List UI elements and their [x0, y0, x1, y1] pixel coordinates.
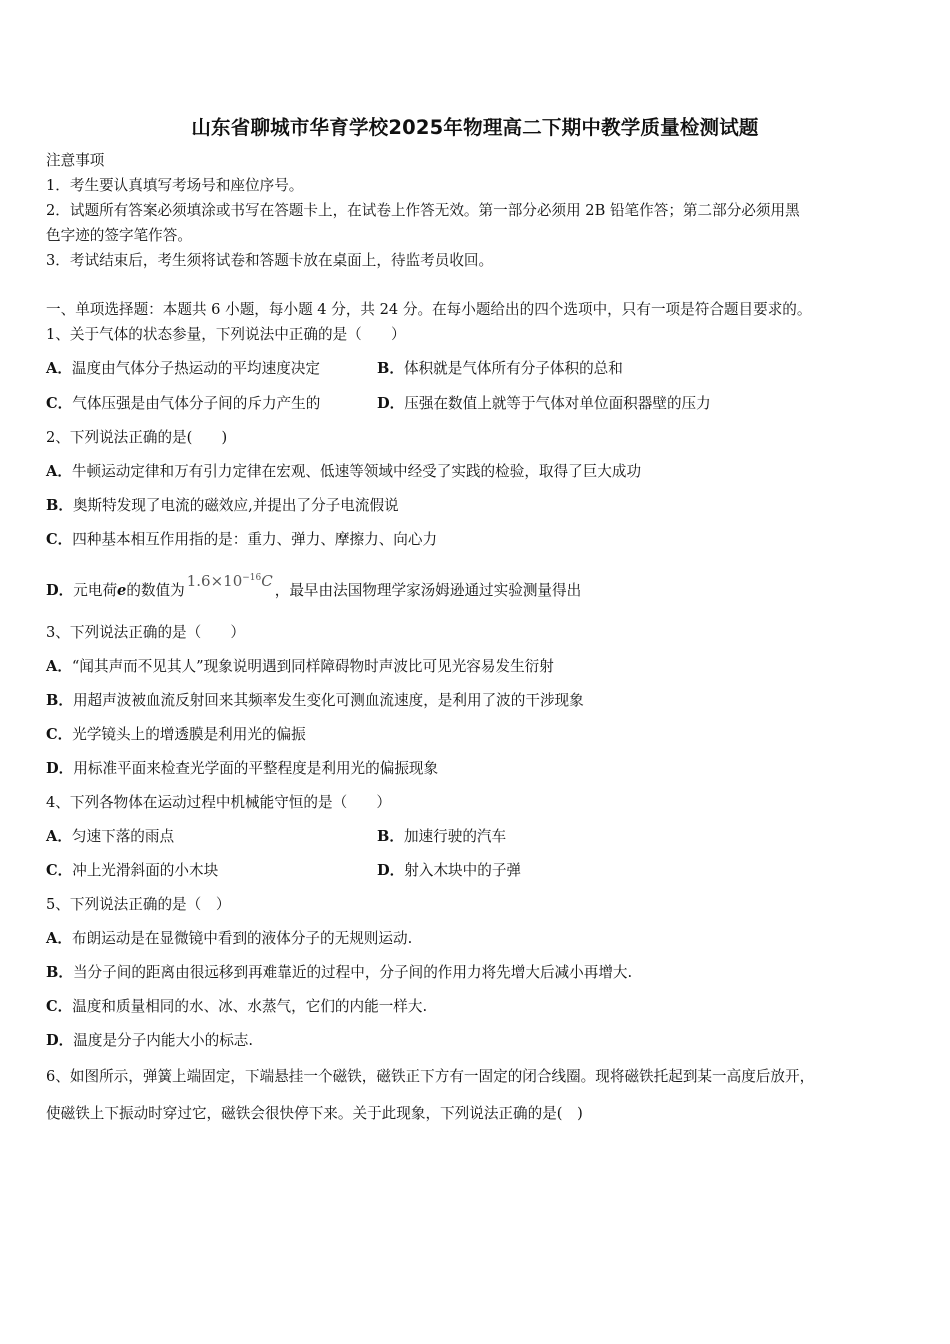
formula-unit: C	[261, 572, 273, 590]
q5-option-a	[46, 929, 412, 949]
q1-stem: 1、关于气体的状态参量，下列说法中正确的是（ ）	[46, 326, 406, 343]
notice-item-2: 2．试题所有答案必须填涂或书写在答题卡上，在试卷上作答无效。第一部分必须用 2B 铅笔作答；第二部分必须用黑	[46, 202, 800, 219]
q2-option-c	[46, 530, 437, 550]
option-text: 用标准平面来检查光学面的平整程度是利用光的偏振现象	[73, 760, 439, 777]
q2-stem: 2、下列说法正确的是( )	[46, 429, 228, 446]
q2-option-b	[46, 496, 399, 516]
formula-exponent: −16	[242, 573, 262, 583]
option-text: 用超声波被血流反射回来其频率发生变化可测血流速度，是利用了波的干涉现象	[72, 692, 584, 709]
option-text: 温度和质量相同的水、冰、水蒸气，它们的内能一样大.	[72, 998, 428, 1015]
option-text: 光学镜头上的增透膜是利用光的偏振	[72, 726, 306, 743]
option-label: A．	[46, 828, 72, 845]
option-text: 布朗运动是在显微镜中看到的液体分子的无规则运动.	[71, 930, 413, 947]
charge-symbol: e	[117, 582, 127, 599]
option-label: C．	[46, 395, 73, 412]
option-text: 体积就是气体所有分子体积的总和	[403, 360, 623, 377]
q4-stem: 4、下列各物体在运动过程中机械能守恒的是（ ）	[46, 794, 391, 811]
option-label: B．	[377, 360, 404, 377]
q1-option-d	[377, 394, 711, 414]
q1-option-b	[377, 359, 623, 379]
option-label: B．	[46, 692, 73, 709]
option-label: B．	[46, 497, 73, 514]
notice-item-2-cont: 色字迹的签字笔作答。	[46, 227, 192, 244]
option-label: D．	[46, 582, 74, 599]
option-label: D．	[46, 1032, 74, 1049]
option-label: A．	[46, 360, 72, 377]
option-text: 牛顿运动定律和万有引力定律在宏观、低速等领域中经受了实践的检验，取得了巨大成功	[71, 463, 642, 480]
option-text-mid: 的数值为	[126, 582, 185, 599]
option-text: 当分子间的距离由很远移到再难靠近的过程中，分子间的作用力将先增大后减小再增大.	[72, 964, 633, 981]
q5-option-d	[46, 1031, 253, 1051]
q4-option-c	[46, 861, 218, 881]
q6-stem-line-2: 使磁铁上下振动时穿过它，磁铁会很快停下来。关于此现象，下列说法正确的是( )	[46, 1105, 583, 1122]
q5-stem: 5、下列说法正确的是（ ）	[46, 896, 231, 913]
option-text: 匀速下落的雨点	[71, 828, 175, 845]
q6-stem-line-1: 6、如图所示，弹簧上端固定，下端悬挂一个磁铁，磁铁正下方有一固定的闭合线圈。现将磁铁托起到某一高度后放开，	[46, 1068, 815, 1085]
q1-option-c	[46, 394, 320, 414]
option-text: 冲上光滑斜面的小木块	[72, 862, 219, 879]
q3-option-c	[46, 725, 306, 745]
exam-title: 山东省聊城市华育学校2025年物理高二下期中教学质量检测试题	[191, 116, 759, 139]
option-label: A．	[46, 930, 72, 947]
option-label: D．	[377, 862, 405, 879]
option-text: 气体压强是由气体分子间的斥力产生的	[72, 395, 321, 412]
q2-option-a	[46, 462, 641, 482]
option-label: B．	[377, 828, 404, 845]
formula-base: 1.6×10	[186, 572, 243, 590]
option-label: C．	[46, 862, 73, 879]
q4-option-b	[377, 827, 506, 847]
option-label: C．	[46, 531, 73, 548]
option-label: A．	[46, 463, 72, 480]
q5-option-c	[46, 997, 427, 1017]
q1-option-a	[46, 359, 320, 379]
q3-option-a	[46, 657, 554, 677]
q4-option-a	[46, 827, 174, 847]
option-text-pre: 元电荷	[73, 582, 118, 599]
q5-option-b	[46, 963, 632, 983]
option-text: 加速行驶的汽车	[403, 828, 507, 845]
option-text: 温度由气体分子热运动的平均速度决定	[71, 360, 321, 377]
q4-option-d	[377, 861, 521, 881]
option-label: D．	[46, 760, 74, 777]
option-label: C．	[46, 726, 73, 743]
option-label: B．	[46, 964, 73, 981]
q2-option-d	[46, 572, 582, 601]
charge-formula	[187, 572, 273, 590]
option-label: A．	[46, 658, 72, 675]
option-text: 温度是分子内能大小的标志.	[73, 1032, 254, 1049]
option-text-post: ，最早由法国物理学家汤姆逊通过实验测量得出	[274, 582, 582, 599]
option-text: “闻其声而不见其人”现象说明遇到同样障碍物时声波比可见光容易发生衍射	[71, 658, 554, 675]
option-label: C．	[46, 998, 73, 1015]
option-text: 奥斯特发现了电流的磁效应,并提出了分子电流假说	[72, 497, 399, 514]
q3-option-d	[46, 759, 438, 779]
notice-item-1: 1．考生要认真填写考场号和座位序号。	[46, 177, 304, 194]
notice-heading: 注意事项	[46, 152, 105, 169]
option-text: 四种基本相互作用指的是：重力、弹力、摩擦力、向心力	[72, 531, 438, 548]
q3-option-b	[46, 691, 584, 711]
q3-stem: 3、下列说法正确的是（ ）	[46, 624, 246, 641]
option-text: 压强在数值上就等于气体对单位面积器壁的压力	[404, 395, 711, 412]
notice-item-3: 3．考试结束后，考生须将试卷和答题卡放在桌面上，待监考员收回。	[46, 252, 494, 269]
section-heading: 一、单项选择题：本题共 6 小题，每小题 4 分，共 24 分。在每小题给出的四个选项中，只有一项是符合题目要求的。	[46, 301, 812, 318]
option-text: 射入木块中的子弹	[404, 862, 522, 879]
option-label: D．	[377, 395, 405, 412]
